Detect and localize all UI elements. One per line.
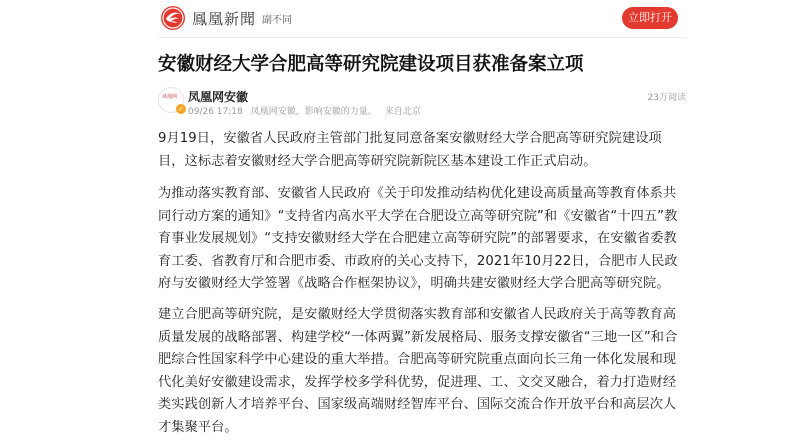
logo-text: 鳳凰新聞 — [192, 9, 257, 28]
article-title: 安徽财经大学合肥高等研究院建设项目获准备案立项 — [158, 54, 584, 75]
phoenix-logo-icon — [160, 5, 186, 31]
read-count: 23万阅读 — [647, 93, 686, 103]
author-meta — [188, 104, 429, 117]
logo-slogan: 副不同 — [262, 14, 293, 26]
top-bar — [158, 0, 686, 36]
open-app-button[interactable]: 立即打开 — [622, 7, 678, 29]
article-paragraph-3: 建立合肥高等研究院，是安徽财经大学贯彻落实教育部和安徽省人民政府关于高等教育高质量发展的战略部署、构建学校“一体两翼”新发展格局、服务支撑安徽省“三地一区”和合肥综合性国家科学中心建设的重大举措。合肥高等研究院重点面向长三角一体化发展和现代化美好安徽建设需求，发挥学校多学科优势，促进理、工、文交叉融合，着力打造财经类实践创新人才培养平台、国家级高端财经智库平台、国际交流合作开放平台和高层次人才集聚平台。 — [158, 307, 678, 435]
article-source: 来自北京 — [384, 107, 421, 117]
brand-logo[interactable] — [160, 4, 292, 32]
author-name[interactable]: 凤凰网安徽 — [188, 90, 249, 104]
article-paragraph-2: 为推动落实教育部、安徽省人民政府《关于印发推动结构优化建设高质量高等教育体系共同行动方案的通知》“支持省内高水平大学在合肥设立高等研究院”和《安徽省“十四五”教育事业发展规划》“支持安徽财经大学在合肥建立高等研究院”的部署要求，在安徽省委教育工委、省教育厅和合肥市委、市政府的关心支持下，2021年10月22日，合肥市人民政府与安徽财经大学签署《战略合作框架协议》，明确共建安徽财经大学合肥高等研究院。 — [158, 186, 678, 292]
article-paragraph-1: 9月19日，安徽省人民政府主管部门批复同意备案安徽财经大学合肥高等研究院建设项目，这标志着安徽财经大学合肥高等研究院新院区基本建设工作正式启动。 — [158, 131, 662, 169]
author-description: 凤凰网安徽，影响安徽的力量。 — [250, 107, 377, 117]
publish-date: 09/26 17:18 — [188, 107, 243, 117]
avatar-text: 凤凰网 — [162, 94, 178, 100]
author-avatar[interactable] — [158, 87, 184, 113]
header-divider — [158, 37, 686, 38]
verified-badge-icon: ✓ — [176, 104, 186, 114]
